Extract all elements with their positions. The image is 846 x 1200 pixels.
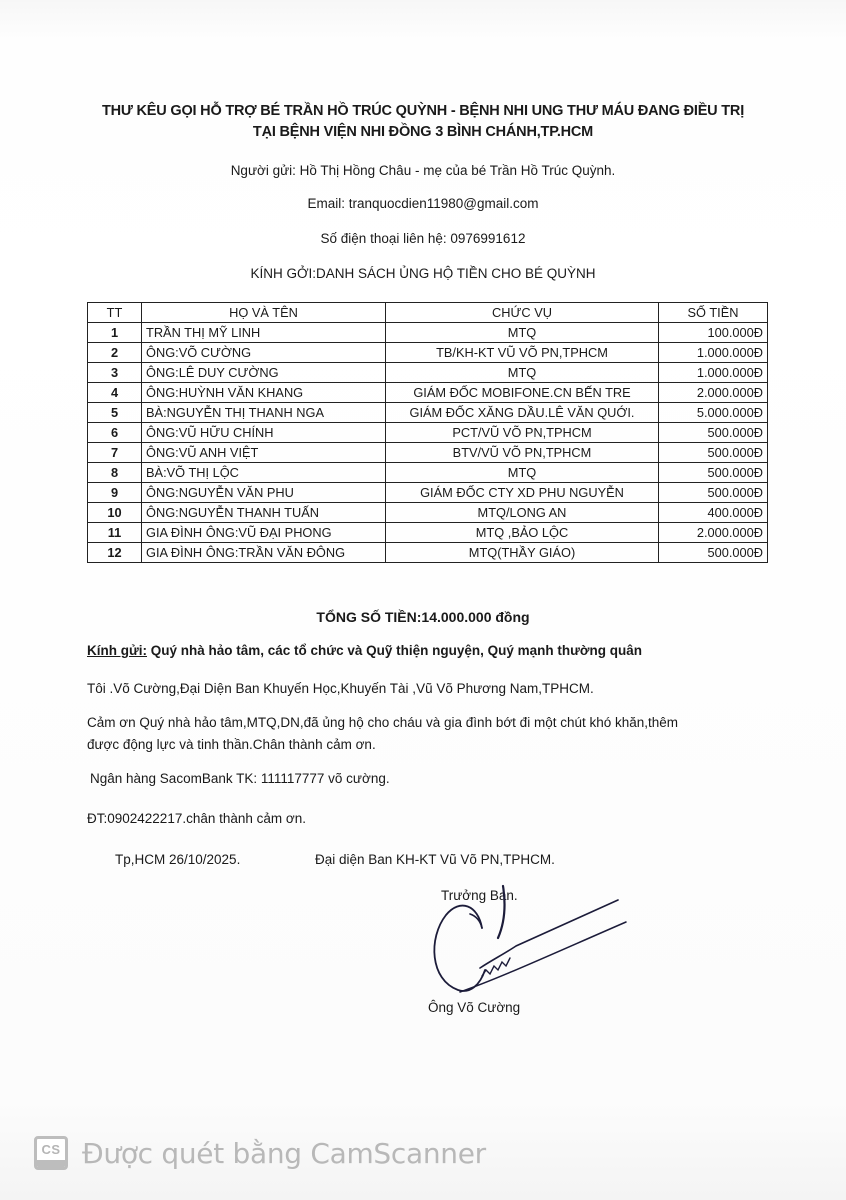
donor-name: GIA ĐÌNH ÔNG:TRẦN VĂN ĐÔNG <box>142 543 386 563</box>
signer-name: Ông Võ Cường <box>428 1000 521 1015</box>
handwritten-signature <box>420 880 630 1000</box>
list-heading: KÍNH GỞI:DANH SÁCH ỦNG HỘ TIỀN CHO BÉ QUỲNH <box>250 266 596 281</box>
row-number: 7 <box>88 443 142 463</box>
table-row <box>88 423 768 443</box>
row-number: 5 <box>88 403 142 423</box>
camscanner-watermark <box>34 1133 486 1173</box>
donor-name: BÀ:NGUYỄN THỊ THANH NGA <box>142 403 386 423</box>
donor-role: TB/KH-KT VŨ VÕ PN,TPHCM <box>386 343 659 363</box>
donor-name: ÔNG:VŨ ANH VIỆT <box>142 443 386 463</box>
table-row <box>88 443 768 463</box>
row-number: 3 <box>88 363 142 383</box>
donor-role: MTQ ,BẢO LỘC <box>386 523 659 543</box>
row-number: 12 <box>88 543 142 563</box>
donation-table <box>87 302 768 563</box>
donor-name: ÔNG:VŨ HỮU CHÍNH <box>142 423 386 443</box>
camscanner-logo-text: CS <box>41 1142 61 1157</box>
row-number: 6 <box>88 423 142 443</box>
row-number: 9 <box>88 483 142 503</box>
table-row <box>88 343 768 363</box>
thanks-line-1: Cảm ơn Quý nhà hảo tâm,MTQ,DN,đã ủng hộ cho cháu và gia đình bớt đi một chút khó khăn,thêm <box>87 715 679 730</box>
donor-name: ÔNG:VÕ CƯỜNG <box>142 343 386 363</box>
donor-name: ÔNG:LÊ DUY CƯỜNG <box>142 363 386 383</box>
donation-amount: 1.000.000Đ <box>659 343 768 363</box>
donation-table-body <box>88 323 768 563</box>
table-row <box>88 483 768 503</box>
donation-amount: 2.000.000Đ <box>659 523 768 543</box>
table-header-row <box>88 303 768 323</box>
donor-name: ÔNG:HUỲNH VĂN KHANG <box>142 383 386 403</box>
donation-amount: 500.000Đ <box>659 463 768 483</box>
table-row <box>88 503 768 523</box>
position-line: Trưởng Ban. <box>441 888 518 903</box>
donor-name: BÀ:VÕ THỊ LỘC <box>142 463 386 483</box>
donation-amount: 2.000.000Đ <box>659 383 768 403</box>
table-row <box>88 523 768 543</box>
donor-role: PCT/VŨ VÕ PN,TPHCM <box>386 423 659 443</box>
camscanner-logo-icon <box>34 1136 68 1170</box>
row-number: 2 <box>88 343 142 363</box>
recipients-line <box>87 640 787 662</box>
row-number: 4 <box>88 383 142 403</box>
date-line: Tp,HCM 26/10/2025. <box>115 852 241 867</box>
donor-role: GIÁM ĐỐC CTY XD PHU NGUYỄN <box>386 483 659 503</box>
camscanner-text: Được quét bằng CamScanner <box>82 1136 486 1170</box>
kinh-gui-text: Quý nhà hảo tâm, các tổ chức và Quỹ thiện nguyện, Quý mạnh thường quân <box>147 643 642 658</box>
representative-line: Đại diện Ban KH-KT Vũ Võ PN,TPHCM. <box>315 852 555 867</box>
donor-role: BTV/VŨ VÕ PN,TPHCM <box>386 443 659 463</box>
donation-amount: 500.000Đ <box>659 443 768 463</box>
row-number: 1 <box>88 323 142 343</box>
thanks-line-2: được động lực và tinh thần.Chân thành cảm ơn. <box>87 737 376 752</box>
donor-role: MTQ <box>386 363 659 383</box>
donor-role: MTQ <box>386 463 659 483</box>
table-row <box>88 543 768 563</box>
thanks-paragraph <box>87 712 787 756</box>
row-number: 11 <box>88 523 142 543</box>
donor-name: GIA ĐÌNH ÔNG:VŨ ĐẠI PHONG <box>142 523 386 543</box>
kinh-gui-label: Kính gửi: <box>87 643 148 658</box>
intro-line: Tôi .Võ Cường,Đại Diện Ban Khuyến Học,Khuyến Tài ,Vũ Võ Phương Nam,TPHCM. <box>87 681 594 696</box>
table-row <box>88 403 768 423</box>
sender-line: Người gửi: Hồ Thị Hồng Châu - mẹ của bé Trần Hồ Trúc Quỳnh. <box>230 163 616 178</box>
row-number: 10 <box>88 503 142 523</box>
donation-amount: 100.000Đ <box>659 323 768 343</box>
donation-amount: 1.000.000Đ <box>659 363 768 383</box>
donor-role: MTQ(THẦY GIÁO) <box>386 543 659 563</box>
donation-amount: 5.000.000Đ <box>659 403 768 423</box>
table-row <box>88 363 768 383</box>
header-tt: TT <box>88 303 142 323</box>
row-number: 8 <box>88 463 142 483</box>
email-line: Email: tranquocdien11980@gmail.com <box>307 196 539 211</box>
donor-name: ÔNG:NGUYỄN THANH TUẤN <box>142 503 386 523</box>
contact-phone-line: ĐT:0902422217.chân thành cảm ơn. <box>87 811 307 826</box>
donor-name: TRẦN THỊ MỸ LINH <box>142 323 386 343</box>
donation-amount: 500.000Đ <box>659 483 768 503</box>
header-name: HỌ VÀ TÊN <box>142 303 386 323</box>
phone-line: Số điện thoại liên hệ: 0976991612 <box>320 231 526 246</box>
donation-amount: 500.000Đ <box>659 543 768 563</box>
donation-amount: 500.000Đ <box>659 423 768 443</box>
table-row <box>88 323 768 343</box>
donor-name: ÔNG:NGUYỄN VĂN PHU <box>142 483 386 503</box>
bank-line: Ngân hàng SacomBank TK: 111117777 võ cường. <box>90 771 390 786</box>
donor-role: GIÁM ĐỐC XĂNG DẦU.LÊ VĂN QUỚI. <box>386 403 659 423</box>
table-row <box>88 383 768 403</box>
donor-role: MTQ <box>386 323 659 343</box>
donor-role: GIÁM ĐỐC MOBIFONE.CN BẾN TRE <box>386 383 659 403</box>
total-amount: TỔNG SỐ TIỀN:14.000.000 đồng <box>316 609 530 625</box>
header-amount: SỐ TIỀN <box>659 303 768 323</box>
letter-title-line2: TẠI BỆNH VIỆN NHI ĐỒNG 3 BÌNH CHÁNH,TP.HCM <box>252 124 594 140</box>
letter-title-line1: THƯ KÊU GỌI HỖ TRỢ BÉ TRẦN HỒ TRÚC QUỲNH - BỆNH NHI UNG THƯ MÁU ĐANG ĐIỀU TRỊ <box>101 103 745 119</box>
table-row <box>88 463 768 483</box>
donor-role: MTQ/LONG AN <box>386 503 659 523</box>
donation-amount: 400.000Đ <box>659 503 768 523</box>
header-role: CHỨC VỤ <box>386 303 659 323</box>
